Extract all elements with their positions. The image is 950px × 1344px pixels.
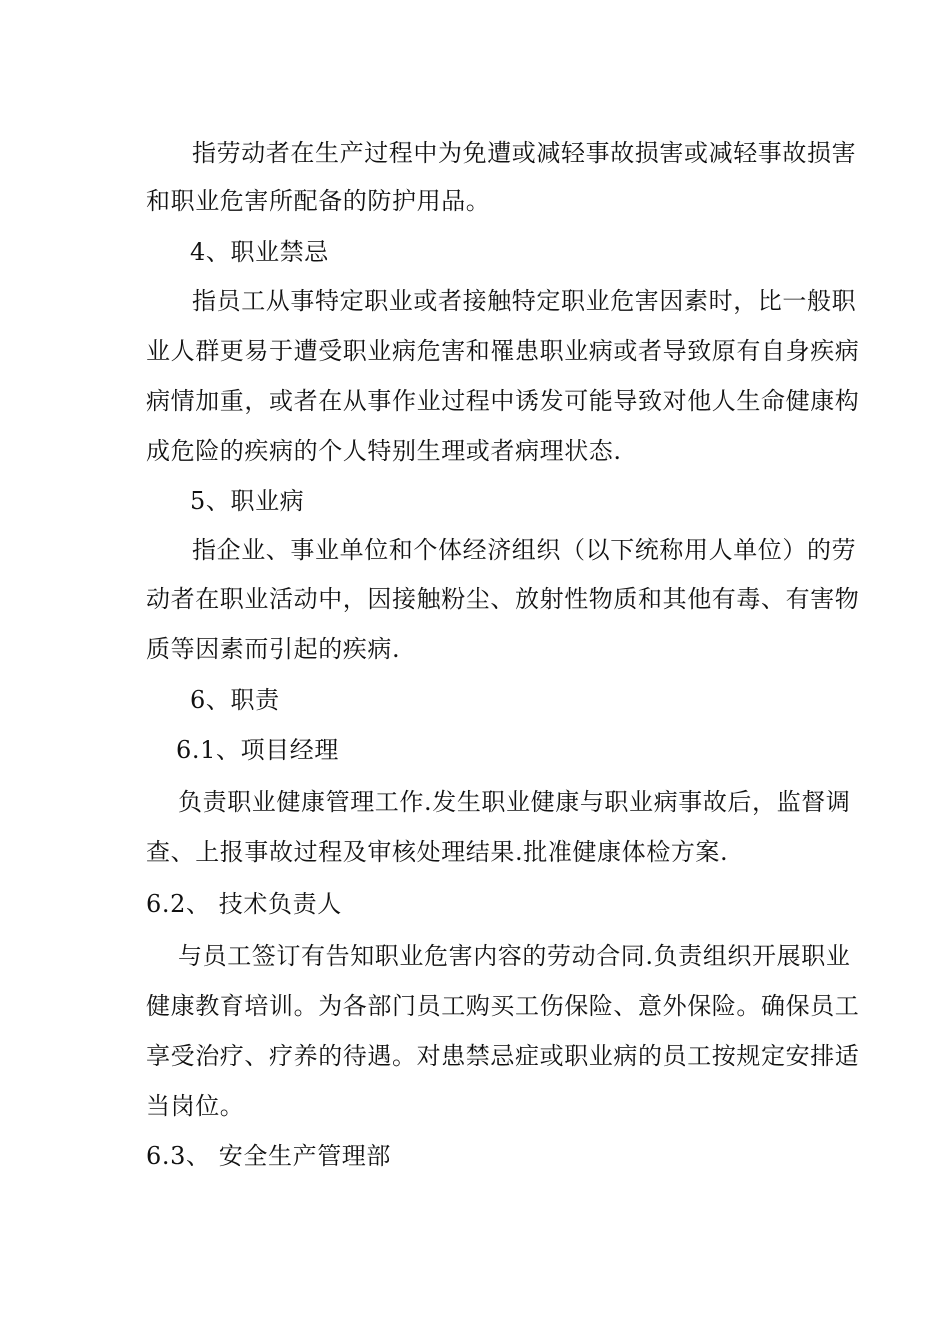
section-heading: 5、职业病	[190, 487, 305, 515]
paragraph-text-line: 负责职业健康管理工作.发生职业健康与职业病事故后，监督调	[178, 788, 851, 816]
paragraph-text-line: 指员工从事特定职业或者接触特定职业危害因素时，比一般职	[192, 287, 857, 315]
paragraph-text-line: 病情加重，或者在从事作业过程中诱发可能导致对他人生命健康构	[146, 387, 860, 415]
paragraph-text-line: 查、上报事故过程及审核处理结果.批准健康体检方案.	[146, 838, 729, 866]
paragraph-text-line: 当岗位。	[146, 1092, 245, 1120]
paragraph-text-line: 动者在职业活动中，因接触粉尘、放射性物质和其他有毒、有害物	[146, 585, 860, 613]
paragraph-text-line: 业人群更易于遭受职业病危害和罹患职业病或者导致原有自身疾病	[146, 337, 860, 365]
section-heading: 4、职业禁忌	[190, 238, 329, 266]
paragraph-text-line: 指企业、事业单位和个体经济组织（以下统称用人单位）的劳	[192, 536, 857, 564]
subsection-heading: 6.2、 技术负责人	[146, 890, 342, 918]
paragraph-text-line: 指劳动者在生产过程中为免遭或减轻事故损害或减轻事故损害	[192, 139, 857, 167]
paragraph-text-line: 质等因素而引起的疾病.	[146, 635, 401, 663]
paragraph-text-line: 健康教育培训。为各部门员工购买工伤保险、意外保险。确保员工	[146, 992, 860, 1020]
paragraph-text-line: 与员工签订有告知职业危害内容的劳动合同.负责组织开展职业	[178, 942, 851, 970]
subsection-heading: 6.1、项目经理	[176, 736, 339, 764]
paragraph-text-line: 成危险的疾病的个人特别生理或者病理状态.	[146, 437, 622, 465]
section-heading: 6、职责	[190, 686, 280, 714]
paragraph-text-line: 享受治疗、疗养的待遇。对患禁忌症或职业病的员工按规定安排适	[146, 1042, 860, 1070]
paragraph-text-line: 和职业危害所配备的防护用品。	[146, 187, 491, 215]
subsection-heading: 6.3、 安全生产管理部	[146, 1142, 391, 1170]
